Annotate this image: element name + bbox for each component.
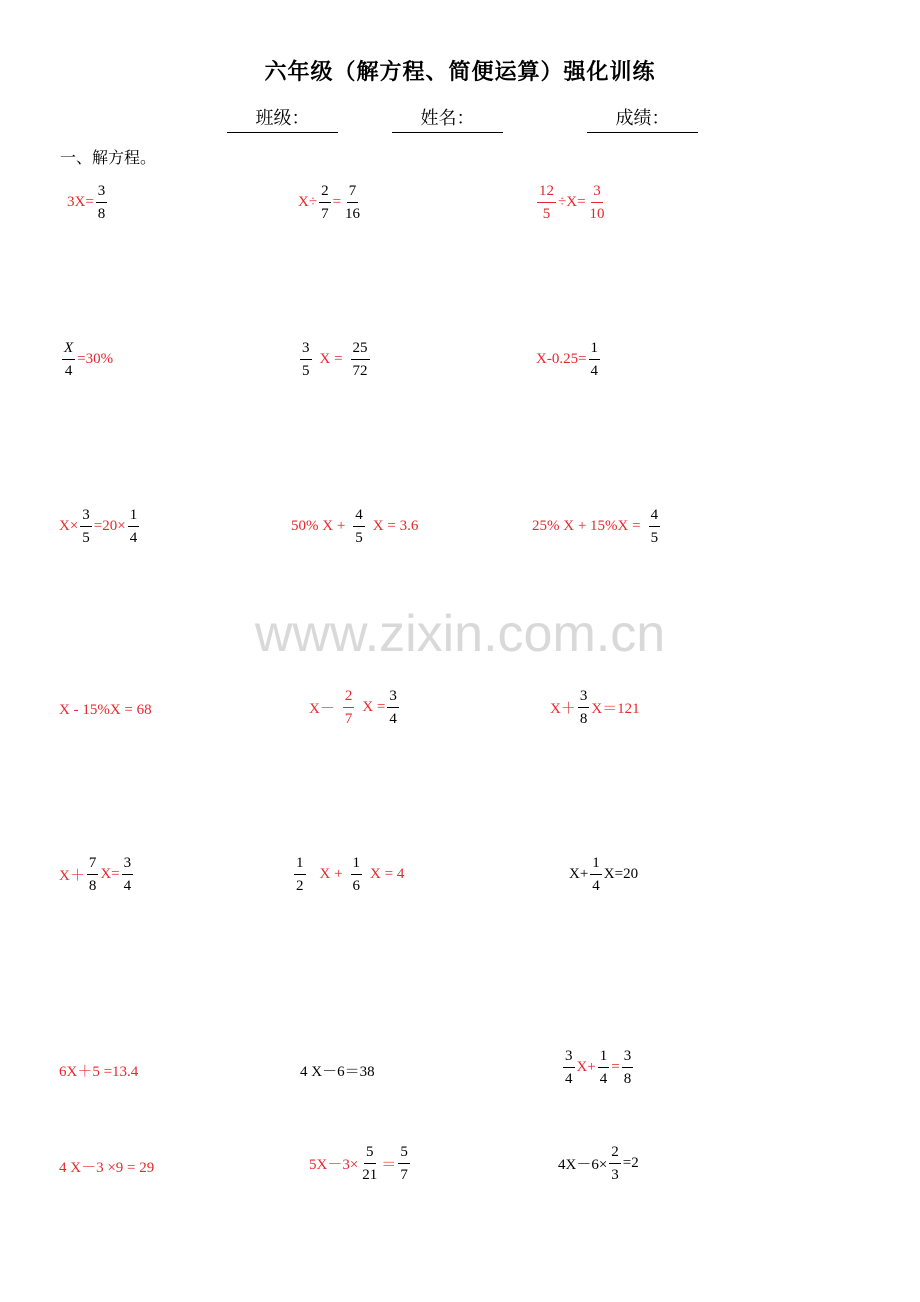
equation-17 [300, 1050, 375, 1090]
equation-15 [569, 855, 638, 894]
eq-text: X = [319, 351, 343, 367]
eq-text: =2 [622, 1155, 639, 1171]
fraction: $\frac{X}{4}$ [64, 340, 74, 379]
equation-14 [292, 855, 404, 894]
name-field[interactable] [392, 108, 503, 133]
fraction: $\frac{1}{4}$ [592, 855, 600, 894]
eq-text: X - 15%X = 68 [59, 701, 152, 718]
fraction: $\frac{2}{7}$ [321, 183, 329, 222]
class-field[interactable] [227, 108, 338, 133]
fraction: $\frac{3}{10}$ [589, 183, 605, 222]
eq-text: X÷ [298, 194, 318, 210]
equation-21 [558, 1144, 639, 1183]
equation-2 [298, 183, 364, 222]
fraction: $\frac{1}{4}$ [129, 507, 138, 546]
equation-1 [67, 183, 109, 222]
equation-9 [532, 507, 662, 546]
eq-text: X× [59, 518, 79, 534]
fraction: $\frac{4}{5}$ [650, 507, 659, 546]
fraction: $\frac{7}{8}$ [88, 855, 97, 894]
eq-text: 5X－3× [309, 1157, 359, 1173]
eq-text: X=20 [603, 866, 639, 882]
eq-text: 4X－6× [558, 1157, 608, 1173]
class-label: 班级： [255, 108, 310, 129]
fraction: $\frac{1}{4}$ [599, 1048, 608, 1087]
eq-text: 3X= [67, 194, 94, 210]
eq-text: X + [319, 866, 343, 882]
equation-18 [561, 1048, 635, 1087]
eq-text: X＋ [550, 701, 576, 717]
eq-text: X+ [576, 1059, 596, 1075]
eq-text: ÷X= [558, 194, 586, 210]
eq-text: 6X＋5 =13.4 [59, 1063, 139, 1080]
fraction: $\frac{3}{5}$ [82, 507, 90, 546]
equation-4 [60, 340, 113, 379]
eq-text: X-0.25= [536, 351, 587, 367]
eq-text: =30% [77, 351, 114, 367]
eq-text: X＋ [59, 868, 85, 884]
eq-text: =20× [93, 518, 126, 534]
equation-5 [298, 340, 372, 379]
eq-text: X= [100, 866, 120, 882]
fraction: $\frac{5}{21}$ [362, 1144, 378, 1183]
fraction: $\frac{3}{5}$ [302, 340, 310, 379]
fraction: $\frac{2}{7}$ [344, 688, 353, 727]
page-title: 六年级（解方程、简便运算）强化训练 [264, 59, 656, 85]
equation-6 [536, 340, 602, 379]
fraction: $\frac{3}{4}$ [565, 1048, 573, 1087]
fraction: $\frac{3}{4}$ [389, 688, 397, 727]
eq-text: X = 4 [370, 866, 405, 882]
fraction: $\frac{3}{8}$ [579, 688, 588, 727]
eq-text: X+ [569, 866, 589, 882]
equation-12 [550, 688, 640, 727]
watermark: www.zixin.com.cn [254, 605, 666, 663]
name-label: 姓名： [420, 108, 475, 129]
equation-19 [59, 1146, 154, 1186]
equation-8 [291, 507, 418, 546]
equation-10 [59, 690, 152, 730]
eq-text: 25% X + 15%X = [532, 518, 641, 534]
fraction: $\frac{3}{8}$ [623, 1048, 632, 1087]
score-field[interactable] [587, 108, 698, 133]
fraction: $\frac{3}{4}$ [123, 855, 132, 894]
eq-text: = [611, 1059, 620, 1075]
equation-20 [309, 1144, 412, 1183]
eq-text: ＝ [381, 1157, 397, 1173]
eq-text: 4 X－6＝38 [300, 1063, 375, 1080]
fraction: $\frac{2}{3}$ [611, 1144, 619, 1183]
fraction: $\frac{5}{7}$ [400, 1144, 408, 1183]
score-label: 成绩： [615, 108, 670, 129]
eq-text: = [332, 194, 342, 210]
equation-3 [535, 183, 609, 222]
fraction: $\frac{1}{6}$ [352, 855, 361, 894]
fraction: $\frac{1}{4}$ [590, 340, 599, 379]
fraction: $\frac{12}{5}$ [539, 183, 554, 222]
eq-text: 50% X + [291, 518, 346, 534]
equation-7 [59, 507, 141, 546]
eq-text: X＝121 [591, 701, 640, 717]
eq-text: X = [362, 699, 386, 715]
fraction: $\frac{4}{5}$ [355, 507, 363, 546]
eq-text: 4 X－3 ×9 = 29 [59, 1159, 155, 1176]
eq-text: X－ [309, 701, 335, 717]
fraction: $\frac{25}{72}$ [352, 340, 368, 379]
fraction: $\frac{7}{16}$ [345, 183, 361, 222]
eq-text: X = 3.6 [372, 518, 419, 534]
equation-16 [59, 1050, 138, 1090]
section-heading: 一、解方程。 [60, 148, 157, 167]
fraction: $\frac{3}{8}$ [97, 183, 106, 222]
fraction: $\frac{1}{2}$ [296, 855, 304, 894]
equation-11 [309, 688, 401, 727]
equation-13 [59, 855, 135, 894]
